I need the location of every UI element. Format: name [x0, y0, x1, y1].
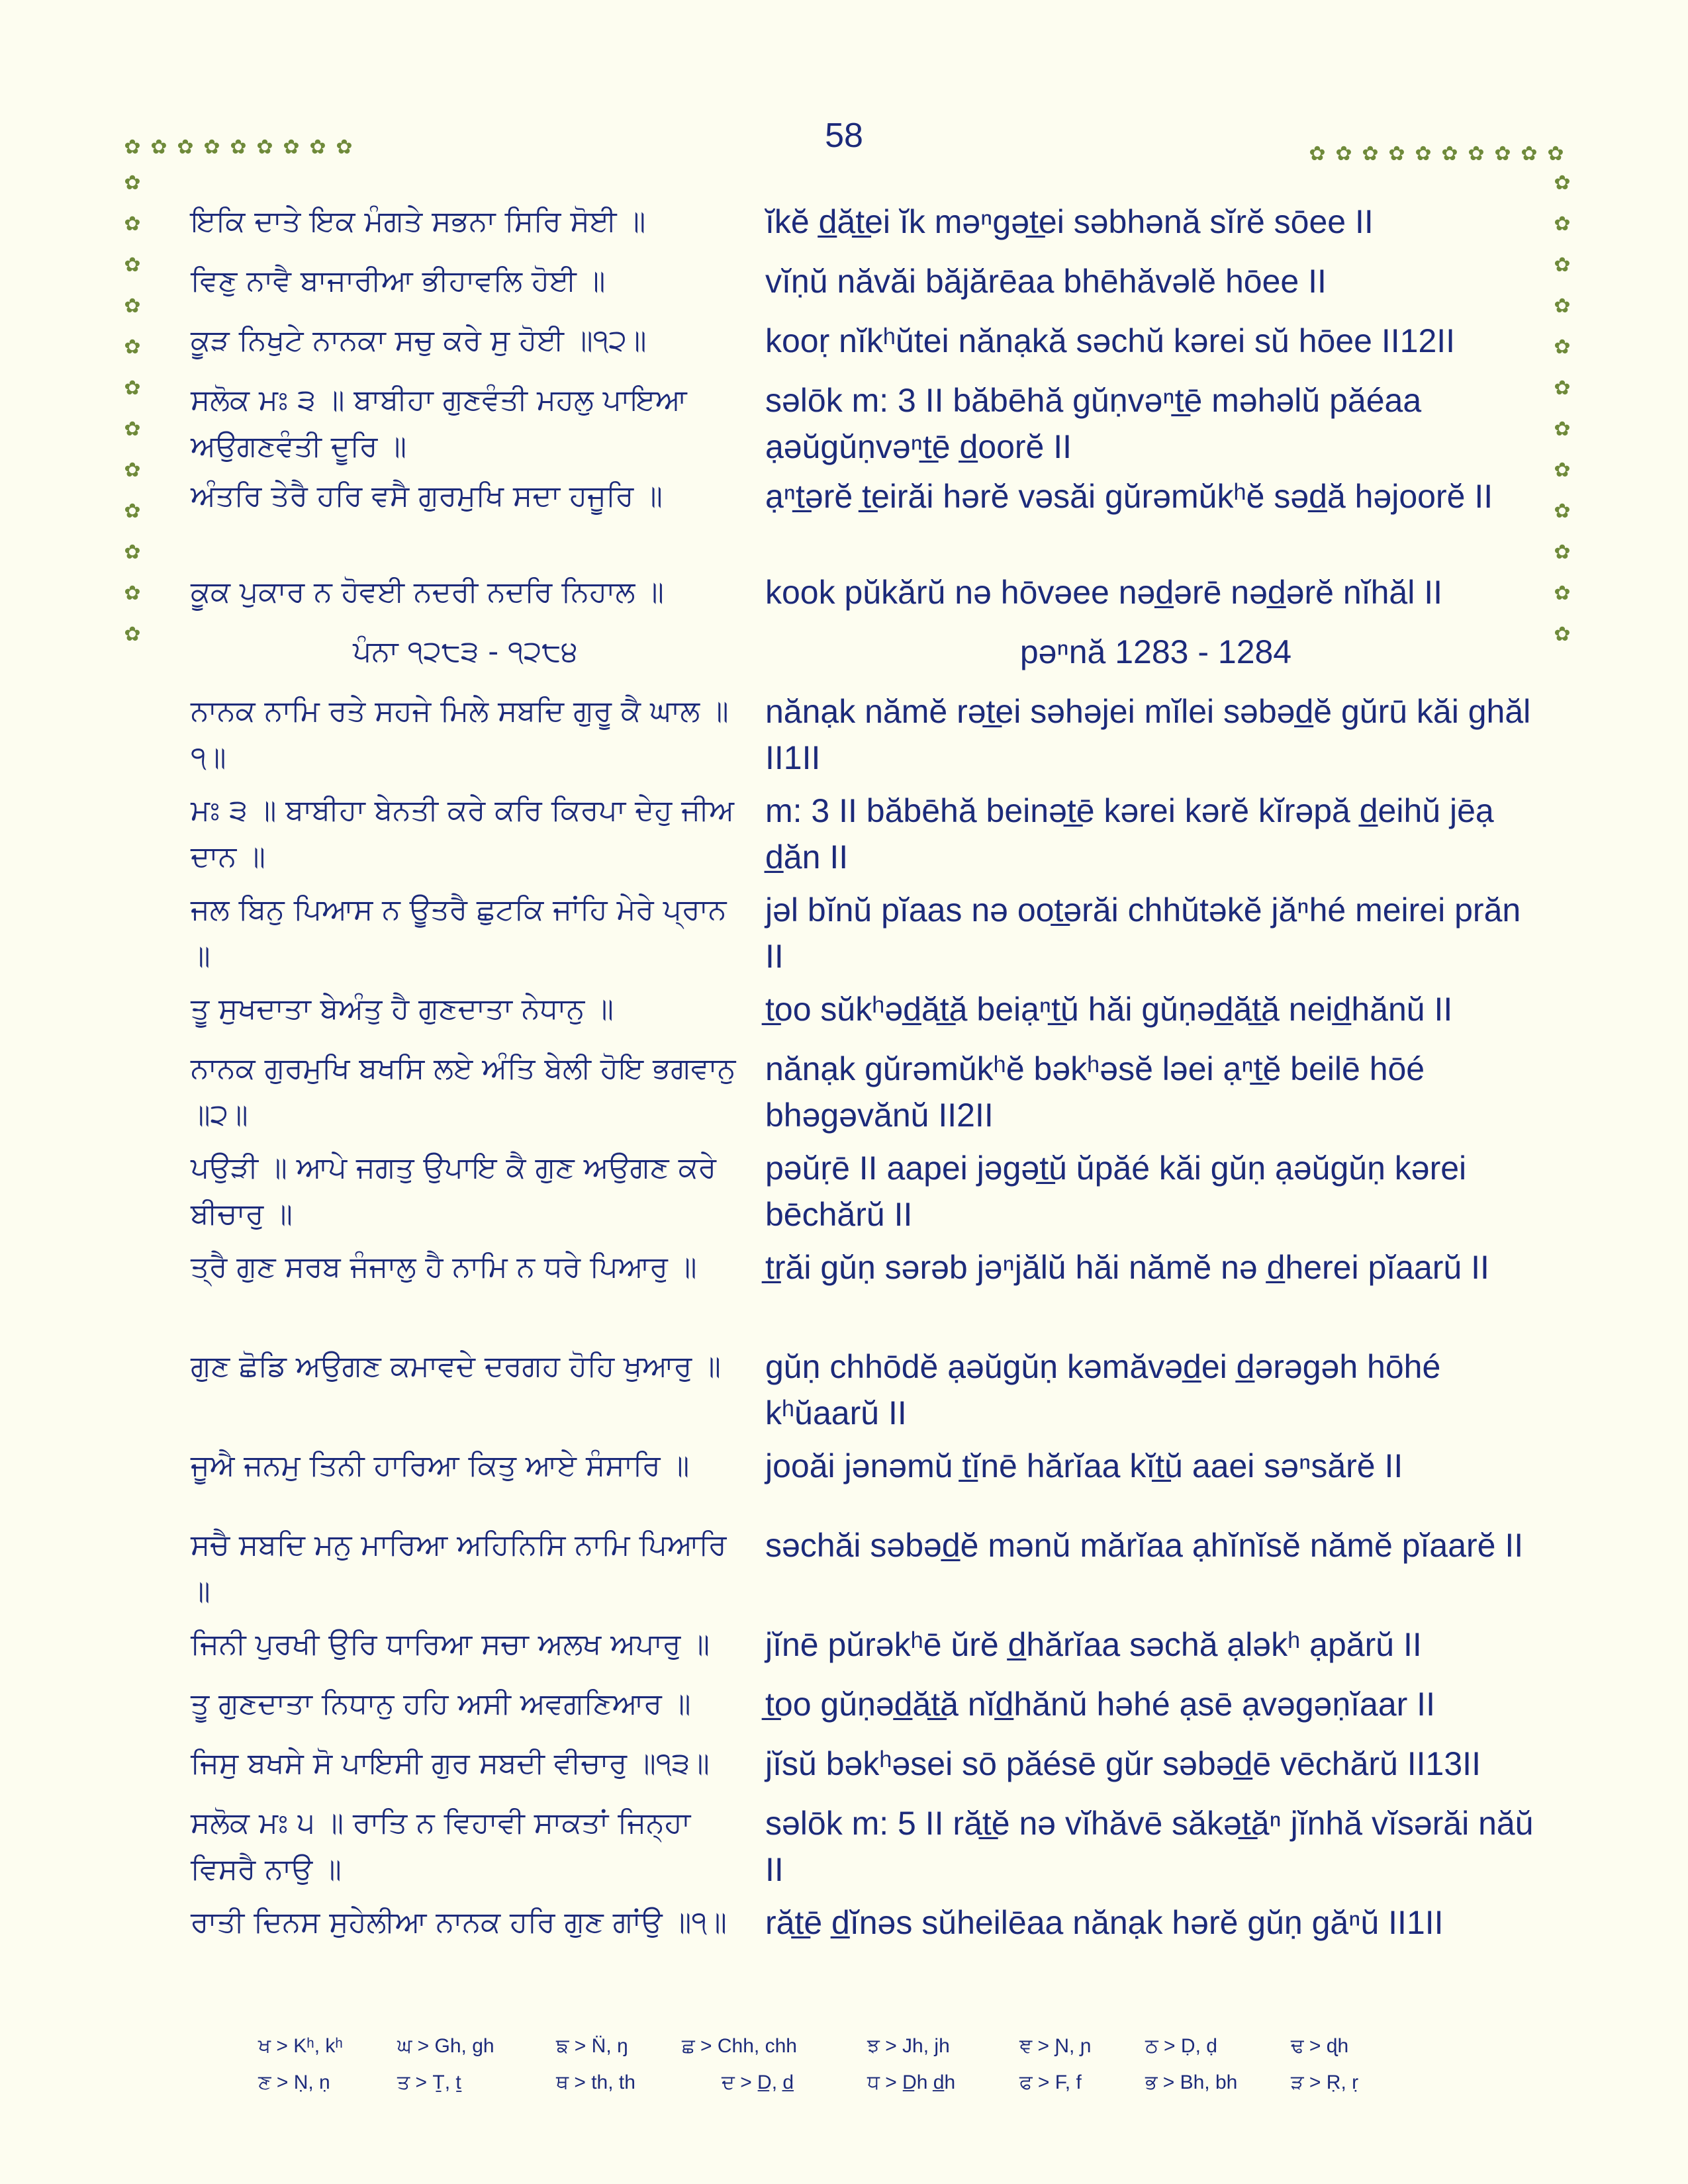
transliteration-text: răt̲ē d̲ĭnəs sŭheilēaa nănạk hərĕ gŭṇ găⁿŭ II1II [765, 1904, 1444, 1941]
gurmukhi-text: ਰਾਤੀ ਦਿਨਸ ਸੁਹੇਲੀਆ ਨਾਨਕ ਹਰਿ ਗੁਣ ਗਾਂਉ ॥੧॥ [191, 1905, 727, 1939]
gurmukhi-text: ਤ੍ਰੈ ਗੁਣ ਸਰਬ ਜੰਜਾਲੁ ਹੈ ਨਾਮਿ ਨ ਧਰੇ ਪਿਆਰੁ ॥ [191, 1250, 697, 1284]
gurmukhi-text: ਵਿਣੁ ਨਾਵੈ ਬਾਜਾਰੀਆ ਭੀਹਾਵਲਿ ਹੋਈ ॥ [191, 264, 606, 298]
flower-icon: ✿ [124, 295, 141, 318]
legend-item: ਤ > Ṯ, ṯ [397, 2071, 461, 2093]
page-number: 58 [825, 116, 863, 155]
flower-icon: ✿ [309, 136, 326, 159]
flower-icon: ✿ [1309, 142, 1326, 165]
flower-icon: ✿ [124, 500, 141, 523]
legend-item: ਥ > th, th [556, 2071, 635, 2093]
transliteration-text: ạⁿt̲ərĕ t̲eirăi hərĕ vəsăi gŭrəmŭkʰĕ səd̲ă həjoorĕ II [765, 478, 1493, 515]
flower-icon: ✿ [1554, 212, 1571, 236]
transliteration-text: nănạk gŭrəmŭkʰĕ bəkʰəsĕ ləei ạⁿt̲ĕ beilē hōé bhəgəvănŭ II2II [765, 1050, 1425, 1134]
flower-icon: ✿ [1554, 582, 1571, 605]
legend-item: ਝ > Jh, jh [867, 2035, 950, 2057]
flower-icon: ✿ [1554, 418, 1571, 441]
gurmukhi-text: ਜਲ ਬਿਨੁ ਪਿਆਸ ਨ ਊਤਰੈ ਛੁਟਕਿ ਜਾਂਹਿ ਮੇਰੇ ਪ੍ਰਾਨ ॥ [191, 893, 727, 973]
flower-icon: ✿ [124, 253, 141, 277]
gurmukhi-text: ਕੂੜ ਨਿਖੁਟੇ ਨਾਨਕਾ ਸਚੁ ਕਰੇ ਸੁ ਹੋਈ ॥੧੨॥ [191, 324, 647, 357]
transliteration-text: t̲oo sŭkʰəd̲ăt̲ă beiạⁿt̲ŭ hăi gŭṇəd̲ăt̲ă neid̲hănŭ II [765, 991, 1453, 1028]
flower-icon: ✿ [1494, 142, 1511, 165]
transliteration-text: jəl bĭnŭ pĭaas nə oot̲ərăi chhŭtəkĕ jăⁿhé meirei prăn II [765, 891, 1521, 975]
gurmukhi-text: ਨਾਨਕ ਗੁਰਮੁਖਿ ਬਖਸਿ ਲਏ ਅੰਤਿ ਬੇਲੀ ਹੋਇ ਭਗਵਾਨੁ ॥੨॥ [191, 1052, 736, 1132]
flower-icon: ✿ [256, 136, 273, 159]
gurmukhi-text: ਤੂ ਸੁਖਦਾਤਾ ਬੇਅੰਤੁ ਹੈ ਗੁਣਦਾਤਾ ਨੇਧਾਨੁ ॥ [191, 992, 614, 1026]
flower-icon: ✿ [124, 418, 141, 441]
transliteration-text: səlōk m: 5 II răt̲ĕ nə vĭhăvē săkət̲ăⁿ jĭnhă vĭsərăi năŭ II [765, 1805, 1534, 1888]
transliteration-text: nănạk nămĕ rət̲ei səhəjei mĭlei səbəd̲ĕ gŭrū kăi ghăl II1II [765, 693, 1531, 776]
gurmukhi-text: ਮਃ ੩ ॥ ਬਾਬੀਹਾ ਬੇਨਤੀ ਕਰੇ ਕਰਿ ਕਿਰਪਾ ਦੇਹੁ ਜੀਅ ਦਾਨ ॥ [191, 794, 735, 874]
flower-icon: ✿ [1554, 336, 1571, 359]
flower-icon: ✿ [1335, 142, 1352, 165]
legend-item: ਭ > Bh, bh [1145, 2071, 1238, 2093]
gurmukhi-text: ਪਉੜੀ ॥ ਆਪੇ ਜਗਤੁ ਉਪਾਇ ਕੈ ਗੁਣ ਅਉਗਣ ਕਰੇ ਬੀਚਾਰੁ ॥ [191, 1151, 716, 1231]
page-range-gurmukhi: ਪੰਨਾ ੧੨੮੩ - ੧੨੮੪ [353, 635, 578, 668]
legend-item: ਖ > Kʰ, kʰ [258, 2035, 343, 2057]
legend-item: ਣ > Ṇ, ṇ [258, 2071, 330, 2093]
flower-icon: ✿ [1554, 377, 1571, 400]
flower-icon: ✿ [124, 377, 141, 400]
gurmukhi-text: ਅੰਤਰਿ ਤੇਰੈ ਹਰਿ ਵਸੈ ਗੁਰਮੁਖਿ ਸਦਾ ਹਜੂਰਿ ॥ [191, 479, 663, 513]
flower-icon: ✿ [1554, 541, 1571, 564]
flower-icon: ✿ [1547, 142, 1564, 165]
gurmukhi-text: ਸਲੋਕ ਮਃ ੫ ॥ ਰਾਤਿ ਨ ਵਿਹਾਵੀ ਸਾਕਤਾਂ ਜਿਨ੍ਹਾ ਵਿਸਰੈ ਨਾਉ ॥ [191, 1806, 691, 1886]
flower-icon: ✿ [1362, 142, 1379, 165]
flower-icon: ✿ [1554, 500, 1571, 523]
transliteration-text: jooăi jənəmŭ t̲ĭnē hărĭaa kĭt̲ŭ aaei səⁿsărĕ II [765, 1447, 1403, 1484]
flower-icon: ✿ [1554, 623, 1571, 646]
legend-item: ਞ > Ɲ, ɲ [1019, 2035, 1092, 2057]
transliteration-text: gŭṇ chhōdĕ ạəŭgŭṇ kəmăvəd̲ei d̲ərəgəh hōhé kʰŭaarŭ II [765, 1348, 1441, 1432]
legend-item: ਢ > ɖh [1291, 2035, 1349, 2057]
transliteration-text: jĭsŭ bəkʰəsei sō păésē gŭr səbəd̲ē vēchărŭ II13II [765, 1745, 1481, 1782]
gurmukhi-text: ਜਿਨੀ ਪੁਰਖੀ ਉਰਿ ਧਾਰਿਆ ਸਚਾ ਅਲਖ ਅਪਾਰੁ ॥ [191, 1627, 710, 1661]
flower-icon: ✿ [1554, 253, 1571, 277]
legend-item: ੜ > Ṛ, ṛ [1291, 2071, 1359, 2093]
legend-item: ਛ > Chh, chh [682, 2035, 797, 2057]
transliteration-text: vĭṇŭ năvăi băjărēaa bhēhăvəlĕ hōee II [765, 263, 1327, 300]
gurmukhi-text: ਇਕਿ ਦਾਤੇ ਇਕ ਮੰਗਤੇ ਸਭਨਾ ਸਿਰਿ ਸੋਈ ॥ [191, 205, 646, 238]
gurmukhi-text: ਗੁਣ ਛੋਡਿ ਅਉਗਣ ਕਮਾਵਦੇ ਦਰਗਹ ਹੋਹਿ ਖੁਆਰੁ ॥ [191, 1349, 721, 1383]
flower-icon: ✿ [203, 136, 220, 159]
flower-icon: ✿ [177, 136, 194, 159]
page-range-translit: pəⁿnă 1283 - 1284 [1019, 633, 1292, 670]
flower-icon: ✿ [124, 459, 141, 482]
flower-icon: ✿ [124, 336, 141, 359]
legend-item: ਙ > N̈, ŋ [556, 2035, 628, 2057]
flower-icon: ✿ [336, 136, 353, 159]
transliteration-text: t̲oo gŭṇəd̲ăt̲ă nĭd̲hănŭ həhé ạsē ạvəgəṇĭaar II [765, 1686, 1435, 1723]
legend-item: ਠ > Ḍ, ḍ [1145, 2035, 1217, 2057]
transliteration-text: m: 3 II băbēhă beinət̲ē kərei kərĕ kĭrəpă d̲eihŭ jēạ d̲ăn II [765, 792, 1494, 876]
gurmukhi-text: ਨਾਨਕ ਨਾਮਿ ਰਤੇ ਸਹਜੇ ਮਿਲੇ ਸਬਦਿ ਗੁਰੂ ਕੈ ਘਾਲ ॥੧॥ [191, 694, 729, 774]
legend-item: ਧ > D̲h d̲h [867, 2071, 956, 2093]
transliteration-text: ĭkĕ d̲ăt̲ei ĭk məⁿgət̲ei səbhənă sĭrĕ sōee II [765, 203, 1374, 240]
transliteration-text: səchăi səbəd̲ĕ mənŭ mărĭaa ạhĭnĭsĕ nămĕ pĭaarĕ II [765, 1527, 1524, 1564]
flower-icon: ✿ [1521, 142, 1538, 165]
transliteration-text: jĭnē pŭrəkʰē ŭrĕ d̲hărĭaa səchă ạləkʰ ạpărŭ II [765, 1626, 1422, 1663]
flower-icon: ✿ [124, 136, 141, 159]
gurmukhi-text: ਜਿਸੁ ਬਖਸੇ ਸੋ ਪਾਇਸੀ ਗੁਰ ਸਬਦੀ ਵੀਚਾਰੁ ॥੧੩॥ [191, 1747, 710, 1780]
flower-icon: ✿ [283, 136, 300, 159]
flower-icon: ✿ [1468, 142, 1485, 165]
flower-icon: ✿ [1415, 142, 1432, 165]
gurmukhi-text: ਸਲੋਕ ਮਃ ੩ ॥ ਬਾਬੀਹਾ ਗੁਣਵੰਤੀ ਮਹਲੁ ਪਾਇਆ ਅਉਗਣਵੰਤੀ ਦੂਰਿ ॥ [191, 383, 687, 463]
gurmukhi-text: ਸਚੈ ਸਬਦਿ ਮਨੁ ਮਾਰਿਆ ਅਹਿਨਿਸਿ ਨਾਮਿ ਪਿਆਰਿ ॥ [191, 1528, 727, 1608]
flower-icon: ✿ [1554, 459, 1571, 482]
flower-icon: ✿ [1554, 295, 1571, 318]
legend-item: ਘ > Gh, gh [397, 2035, 494, 2057]
transliteration-text: pəŭṛē II aapei jəgət̲ŭ ŭpăé kăi gŭṇ ạəŭgŭṇ kərei bēchărŭ II [765, 1150, 1467, 1233]
flower-icon: ✿ [1554, 171, 1571, 195]
flower-icon: ✿ [124, 171, 141, 195]
gurmukhi-text: ਤੂ ਗੁਣਦਾਤਾ ਨਿਧਾਨੁ ਹਹਿ ਅਸੀ ਅਵਗਣਿਆਰ ॥ [191, 1687, 691, 1721]
transliteration-text: t̲răi gŭṇ sərəb jəⁿjălŭ hăi nămĕ nə d̲herei pĭaarŭ II [765, 1249, 1489, 1286]
flower-icon: ✿ [1388, 142, 1405, 165]
flower-icon: ✿ [124, 623, 141, 646]
transliteration-text: səlōk m: 3 II băbēhă gŭṇvəⁿt̲ē məhəlŭ păéaa ạəŭgŭṇvəⁿt̲ē d̲oorĕ II [765, 382, 1422, 465]
gurmukhi-text: ਕੂਕ ਪੁਕਾਰ ਨ ਹੋਵਈ ਨਦਰੀ ਨਦਰਿ ਨਿਹਾਲ ॥ [191, 575, 664, 609]
flower-icon: ✿ [230, 136, 247, 159]
legend-item: ਦ > D̲, d̲ [722, 2071, 794, 2093]
legend-item: ਫ > F, f [1019, 2071, 1082, 2093]
flower-icon: ✿ [1441, 142, 1458, 165]
flower-icon: ✿ [124, 582, 141, 605]
flower-icon: ✿ [124, 541, 141, 564]
flower-icon: ✿ [124, 212, 141, 236]
flower-icon: ✿ [150, 136, 167, 159]
transliteration-text: kooṛ nĭkʰŭtei nănạkă səchŭ kərei sŭ hōee II12II [765, 322, 1456, 359]
transliteration-text: kook pŭkărŭ nə hōvəee nəd̲ərē nəd̲ərĕ nĭhăl II [765, 574, 1442, 611]
gurmukhi-text: ਜੂਐ ਜਨਮੁ ਤਿਨੀ ਹਾਰਿਆ ਕਿਤੁ ਆਏ ਸੰਸਾਰਿ ॥ [191, 1449, 690, 1482]
